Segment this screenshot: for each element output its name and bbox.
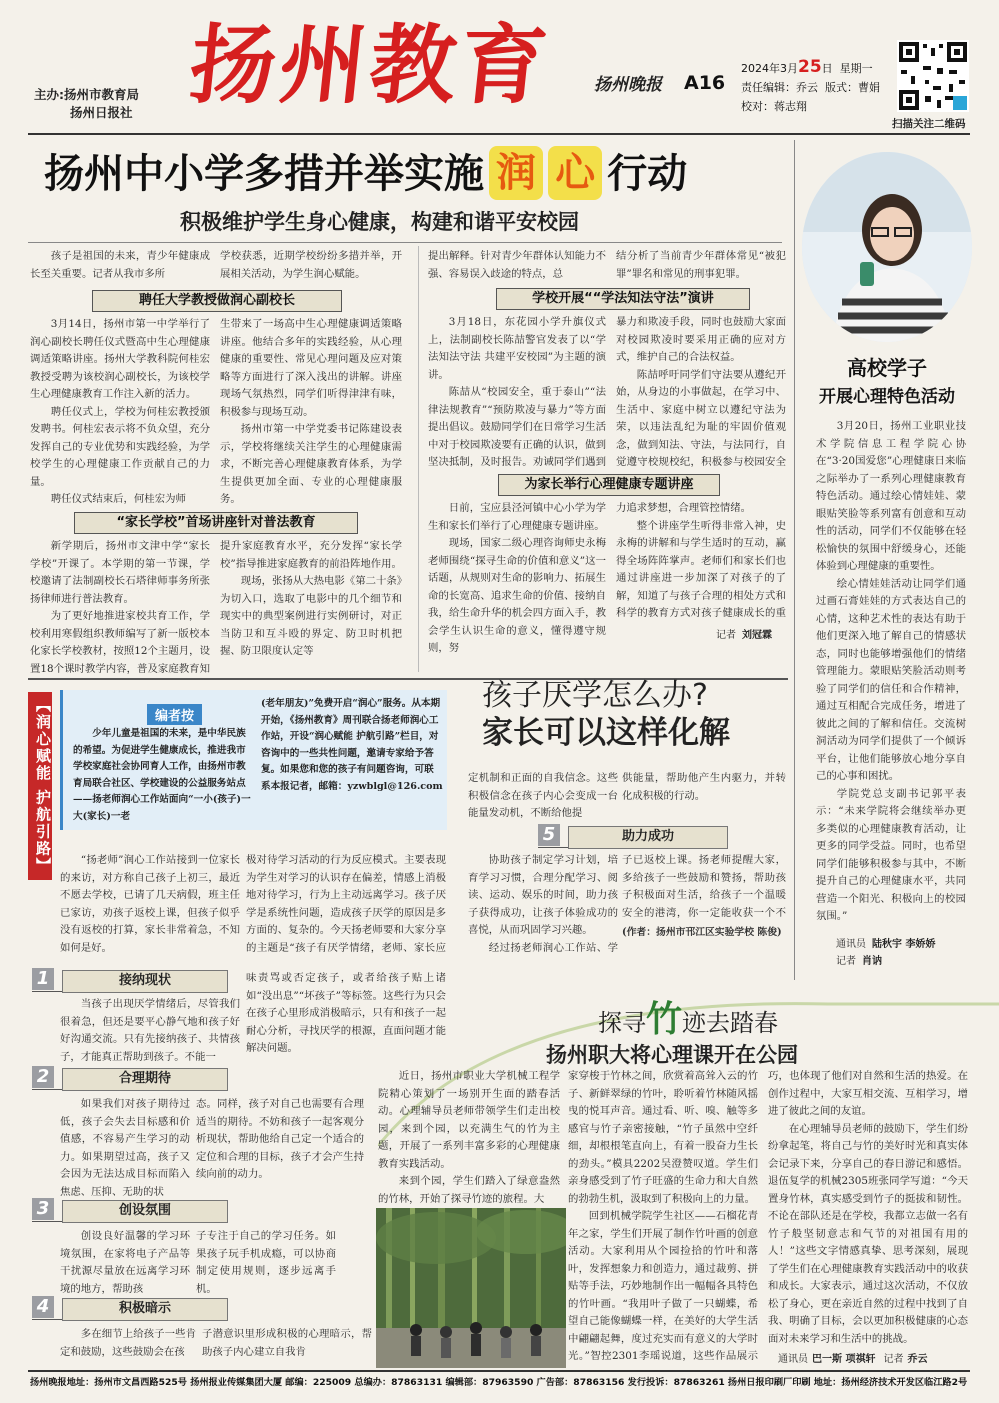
sec3-col-2 <box>616 314 786 472</box>
byline-label: 记者 <box>716 630 736 641</box>
step-3-col-1 <box>60 1228 190 1296</box>
editor: 责任编辑：乔云 <box>741 81 818 94</box>
sidebar-title-1: 高校学子 <box>847 356 927 380</box>
masthead-title: 扬州教育 <box>184 15 556 116</box>
feature-title-2: 家长可以这样化解 <box>482 715 730 751</box>
sidebar-title-2: 开展心理特色活动 <box>819 387 955 407</box>
bamboo-col-2 <box>568 1068 758 1366</box>
paragraph: 为了更好地推进家校共育工作，学校利用寒假组织教师编写了新一版校本化家长学校教材，按照12个主题月，设置18个课时教学内容，普及家庭教育知 <box>30 610 210 674</box>
paragraph: 整个讲座学生听得非常入神，史永梅的讲解和与学生适时的互动，赢得全场阵阵掌声。老师们和家长们也通过讲座进一步加深了对孩子的了解，知道了与孩子合理的相处方式和科学的教育方式对孩子健康成长的重 <box>616 519 786 619</box>
step-5-col-1 <box>468 852 618 958</box>
feature-title-1: 孩子厌学怎么办? <box>482 678 708 713</box>
paragraph: 现场，张扬从大热电影《第二十条》为切入口，选取了电影中的几个细节和现实中的典型案例进行实例研讨，对正当防卫和互斗殴的界定、防卫时机把握、防卫限度认定等 <box>220 575 402 657</box>
paragraph: 新学期后，扬州市文津中学“家长学校”开课了。本学期的第一节课，学校邀请了法制副校长石塔律师事务所张扬律师进行普法教育。 <box>30 540 210 605</box>
step-4-col-2: 子潜意识里形成积极的心理暗示，帮助孩子内心建立自我肯 <box>202 1328 372 1358</box>
section-heading: 为家长举行心理健康专题讲座 <box>498 474 720 496</box>
paragraph: 来到个园，学生们踏入了绿意盎然的竹林，开始了探寻竹迹的旅程。大 <box>378 1175 560 1204</box>
paper-logo: 扬州晚报 <box>594 75 662 95</box>
step-number: 4 <box>32 1296 54 1318</box>
sponsor-block <box>34 86 139 122</box>
sec4-byline <box>716 626 772 641</box>
paragraph: 提升家庭教育水平，充分发挥“家长学校”指导推进家庭教育的前沿阵地作用。 <box>220 540 402 570</box>
step-title: 助力成功 <box>568 826 728 849</box>
step-title: 合理期待 <box>62 1068 228 1091</box>
step-title: 接纳现状 <box>62 970 228 993</box>
bamboo-credits <box>778 1350 927 1365</box>
footer-rule <box>28 1370 970 1372</box>
credit-names: 肖讷 <box>862 956 882 967</box>
headline-boxed-2: 心 <box>548 146 602 200</box>
paragraph: 聘任仪式结束后，何桂宏为师 <box>50 493 186 505</box>
sec4-col-1 <box>428 500 606 658</box>
qr-caption: 扫描关注二维码 <box>892 118 966 130</box>
bamboo-park-photo <box>376 1208 566 1368</box>
feature-intro-col-1 <box>60 852 240 958</box>
step-number: 5 <box>538 824 560 846</box>
proofreader: 校对：蒋志翔 <box>741 100 807 113</box>
bamboo-title-1a: 探寻 <box>598 1009 646 1037</box>
bamboo-title-2: 扬州职大将心理课开在公园 <box>546 1043 798 1067</box>
sponsor-1: 扬州市教育局 <box>64 87 140 102</box>
masthead-divider <box>28 133 970 135</box>
sidebar-divider <box>794 140 795 980</box>
lead-col-3: 提出解释。针对青少年群体认知能力不强、容易误入歧途的特点，总 <box>428 250 606 280</box>
paragraph: 3月18日，东花园小学升旗仪式上，法制副校长陈喆警官发表了以“学法知法守法 共建平安校园”为主题的演讲。 <box>428 316 606 381</box>
rule <box>28 242 782 243</box>
feature-intro-col-2: 极对待学习活动的行为反应模式。主要表现为学生对学习的认识存在偏差，情感上消极地对待学习，行为上主动远离学习。孩子厌学是系统性问题，造成孩子厌学的原因是多方面的、复杂的。今天扬老师要和大家分享的主题是“孩子有厌学情绪，老师、家长应 <box>246 854 446 954</box>
step-4-col-1 <box>60 1326 196 1362</box>
sec3-col-1 <box>428 314 606 472</box>
credit-names: 乔云 <box>907 1354 928 1365</box>
sec4-col-2 <box>616 500 786 622</box>
paragraph: 3月20日，扬州工业职业技术学院信息工程学院心协在“3·20国爱您”心理健康日来临之际举办了一系列心理健康教育特色活动。通过绘心情娃娃、蒙眼贴笑脸等系列富有创意和互动性的活动，同学们不仅能够在轻松愉快的氛围中舒缓身心，还能体验到心理健康的重要性。 <box>816 420 966 572</box>
step-number: 1 <box>32 968 54 990</box>
lead-col-4: 结分析了当前青少年群体常见“被犯罪”罪名和常见的刑事犯罪。 <box>616 250 786 280</box>
issue-info <box>741 58 880 116</box>
paragraph: 现场，国家二级心理咨询师史永梅老师围绕“探寻生命的价值和意义”这一话题，从规则对生命的影响力、拓展生命的长宽高、追求生命的价值、接纳自我，给生命升华的机会四方面入手，教会学生认识生命的意义，懂得遵守规则，努 <box>428 537 606 654</box>
lead-col-2: 学校获悉，近期学校纷纷多措并举，开展相关活动，为学生润心赋能。 <box>220 250 402 280</box>
col-divider <box>418 246 419 672</box>
step-3-col-2: 子专注于自己的学习任务。如果孩子玩手机成瘾，可以协商制定使用规则，逐步远离手机。 <box>196 1230 336 1295</box>
paragraph: 扬州市第一中学党委书记陈建设表示，学校将继续关注学生的心理健康需求，不断完善心理健康教育体系，为学生提供更加全面、专业的心理健康服务。 <box>220 423 402 505</box>
paragraph: 创设良好温馨的学习环境氛围，在家将电子产品等干扰源尽量放在远离学习环境的地方，帮助孩 <box>60 1230 190 1295</box>
paragraph: 家穿梭于竹林之间，欣赏着高耸入云的竹子、新鲜翠绿的竹叶，聆听着竹林随风摇曳的悦耳声音。通过看、听、嗅、触等多感官与竹子亲密接触，“竹子虽然中空纤细，却根根笔直向上，有着一股奋力生长的劲头。”模具2202吴澄赞叹道。学生们亲身感受到了竹子旺盛的生命力和大自然的勃勃生机，汲取到了积极向上的力量。 <box>568 1070 758 1205</box>
feature-mid-col-1: 定机制和正面的自我信念。这些积极信念在孩子内心会变成一台能量发动机，不断给他提 <box>468 772 618 819</box>
paragraph: 聘任仪式上，学校为何桂宏教授颁发聘书。何桂宏表示将不负众望，充分发挥自己的专业优势和实践经验，为学校学生的心理健康工作贡献自己的力量。 <box>30 405 210 488</box>
masthead <box>0 0 999 130</box>
weekday: 星期一 <box>839 62 873 75</box>
editor-note-box <box>60 690 447 830</box>
step-number: 3 <box>32 1198 54 1220</box>
credit-label: 通讯员 <box>778 1354 808 1365</box>
credit-label: 记者 <box>836 956 856 967</box>
credit-label: 记者 <box>883 1354 904 1365</box>
step-4-bar <box>32 1298 228 1320</box>
sec2-col-1 <box>30 538 210 674</box>
step-2-bar <box>32 1068 228 1090</box>
paragraph: 在心理辅导员老师的鼓励下，学生们纷纷拿起笔，将自己与竹的美好时光和真实体会记录下来，分享自己的春日游记和感悟。退伍复学的机械2305班张同学写道：“今天置身竹林，真实感受到竹子的挺拔和韧性。不论在部队还是在学校，我都立志做一名有竹子般坚韧意志和气节的对祖国有用的人！”这些文字情感真挚、思考深刻，展现了学生们在心理健康教育实践活动中的收获和成长。大家表示，通过这次活动，不仅放松了身心，更在亲近自然的过程中找到了自我、明确了目标，会以更加积极健康的心态面对未来学习和生活中的挑战。 <box>768 1122 968 1345</box>
section-heading: 学校开展““学法知法守法”演讲 <box>496 288 750 310</box>
bamboo-col-3 <box>768 1068 968 1346</box>
step-1-bar <box>32 970 228 992</box>
credit-label: 通讯员 <box>836 939 866 950</box>
sec2-col-2 <box>220 538 402 674</box>
paragraph <box>60 957 240 958</box>
section-heading: 聘任大学教授做润心副校长 <box>92 290 342 312</box>
paragraph: 力追求梦想，合理管控情绪。 <box>616 502 752 514</box>
paragraph: 暴力和欺凌手段，同时也鼓励大家面对校园欺凌时要采用正确的应对方式，维护自己的合法权益。 <box>616 316 786 363</box>
feature-mid-col-2: 供能量，帮助他产生内驱力，并转化成积极的行动。 <box>622 772 786 802</box>
student-portrait-photo <box>802 152 972 342</box>
paragraph: 陈喆呼吁同学们守法要从遵纪开始，从身边的小事做起，在学习中、生活中、家庭中树立以遵纪守法为荣，以违法乱纪为耻的牢固价值观念，做到知法、守法，与法同行，自觉遵守校规校纪，积极参与校园安全 <box>616 368 786 468</box>
bamboo-col-1 <box>378 1068 560 1204</box>
paragraph: 当孩子出现厌学情绪后，尽管我们很着急，但还是要平心静气地和孩子好好沟通交流。只有先接纳孩子、共情孩子，才能真正帮助到孩子。不能一 <box>60 998 240 1063</box>
credit-names: 陆秋宇 李娇娇 <box>872 939 936 950</box>
step-1-col-1 <box>60 996 240 1064</box>
step-5-col-2: 子已返校上课。扬老师提醒大家，多给孩子一些鼓励和赞扬，帮助孩子积极面对生活，给孩子一个温暖安全的港湾，你一定能收获一个不 <box>622 854 786 919</box>
paragraph: 生带来了一场高中生心理健康调适策略讲座。他结合多年的实践经验，从心理健康的重要性、常见心理问题及应对策略等方面进行了深入浅出的讲解。讲座现场气氛热烈，同学们听得津津有味，积极参与现场互动。 <box>220 318 402 418</box>
editor-note-title: 编者按 <box>147 704 202 725</box>
paragraph: 如果我们对孩子期待过低，孩子会失去目标感和价值感，不容易产生学习的动力。如果期望过高，孩子又会因为无法达成目标而陷入焦虑、压抑、无助的状 <box>60 1098 190 1198</box>
page-number: A16 <box>684 72 726 94</box>
footer-text: 扬州晚报地址：扬州市文昌西路525号 扬州报业传媒集团大厦 邮编：225009 总编办：87863131 编辑部：87963590 广告部：87863156 发行投诉：87863261 扬州日报印刷厂印刷 地址：扬州经济技术开发区临江路2号 <box>30 1377 968 1388</box>
date: 2024年3月 <box>741 62 798 75</box>
lead-col-1: 孩子是祖国的未来，青少年健康成长至关重要。记者从我市多所 <box>30 250 210 280</box>
step-2-col-1 <box>60 1096 190 1200</box>
paragraph: 近日，扬州市职业大学机械工程学院精心策划了一场别开生面的踏春活动。心理辅导员老师带领学生们走出校园，来到个园，以充满生气的竹为主题，开展了一系列丰富多彩的心理健康教育实践活动。 <box>378 1070 560 1170</box>
feature-vertical-label <box>28 692 52 880</box>
qr-code-icon <box>897 40 969 112</box>
sec1-col-2 <box>220 316 402 508</box>
headline-part1: 扬州中小学多措并举实施 <box>44 151 484 197</box>
step-title: 创设氛围 <box>62 1200 228 1223</box>
step-5-bar <box>538 826 728 848</box>
sidebar-body <box>816 418 966 928</box>
headline-subtitle: 积极维护学生身心健康，构建和谐平安校园 <box>180 210 579 234</box>
bamboo-title-1c: 迹去踏春 <box>682 1009 779 1037</box>
paragraph: “扬老师”润心工作站接到一位家长的来访，对方称自己孩子上初三，最近不愿去学校，已请了几天病假，班主任已家访，劝孩子返校上课，但孩子似乎没有返校的打算，家长非常着急，不知如何是好。 <box>60 854 240 954</box>
credit-names: 巴一斯 项祺轩 <box>812 1354 876 1365</box>
step-1-col-2: 味责骂或否定孩子，或者给孩子贴上诸如“没出息”“坏孩子”等标签。这些行为只会在孩子心里形成消极暗示，只有和孩子一起耐心分析，寻找厌学的根源，直面问题才能解决问题。 <box>246 972 446 1054</box>
paragraph: 回到机械学院学生社区——石榴花青年之家，学生们开展了制作竹叶画的创意活动。大家利用从个园捡拾的竹叶和落叶，发挥想象力和创造力，通过裁剪、拼贴等手法，巧妙地制作出一幅幅各具特色的竹叶画。“我用叶子做了一只蝴蝶，希望自己能像蝴蝶一样，在美好的大学生活中翩翩起舞，度过充实而有意义的大学时光。”智控2301李瑶说道，这些作品展示 <box>568 1210 758 1362</box>
paragraph: 经过扬老师润心工作站、学 <box>488 941 618 954</box>
bamboo-title-bamboo-char: 竹 <box>646 999 683 1040</box>
step-2-col-2: 态。同样，孩子对自己也需要有合理适当的期待。不妨和孩子一起客观分析现状，帮助他给自己定一个适合的定位和合理的目标，孩子才会产生持续向前的动力。 <box>196 1098 364 1180</box>
paragraph: 协助孩子制定学习计划，培育学习习惯，合理分配学习、阅读、运动、娱乐的时间，助力孩子获得成功，让孩子体验成功的喜悦，从而巩固学习兴趣。 <box>468 854 618 936</box>
date-day: 25 <box>798 57 822 77</box>
step-5-credit: (作者：扬州市邗江区实验学校 陈俊) <box>622 927 782 938</box>
step-3-bar <box>32 1200 228 1222</box>
feature-vertical-text: 【润心赋能 护航引路】 <box>34 697 52 875</box>
paragraph: 绘心情娃娃活动让同学们通过画石膏娃娃的方式表达自己的心情，这种艺术性的表达有助于他们更深入地了解自己的情感状态，同时也能够增强他们的情绪管理能力。蒙眼贴笑脸活动则考验了同学们的信任和合作精神，通过互相配合完成任务，增进了彼此之间的了解和信任。交流树洞活动为同学们提供了一个倾诉平台，让他们能够放心地分享自己的心事和困扰。 <box>816 577 966 782</box>
headline <box>44 144 687 204</box>
sponsor-label: 主办: <box>34 87 64 102</box>
paragraph: 多在细节上给孩子一些肯定和鼓励，这些鼓励会在孩 <box>60 1328 196 1358</box>
headline-part2: 行动 <box>607 151 688 197</box>
sidebar-credits <box>836 936 935 970</box>
paragraph: 学院党总支副书记郭平表示：“未来学院将会继续举办更多类似的心理健康教育活动，让更多的同学受益。同时，也希望同学们能够积极参与其中，不断提升自己的心理健康水平，共同营造一个阳光、积极向上的校园氛围。” <box>816 787 966 922</box>
date-suffix: 日 <box>821 62 833 75</box>
paragraph: 日前，宝应县泾河镇中心小学为学生和家长们举行了心理健康专题讲座。 <box>428 502 606 532</box>
paragraph: 巧，也体现了他们对自然和生活的热爱。在创作过程中，大家互相交流、互相学习，增进了彼此之间的友谊。 <box>768 1070 968 1117</box>
sec1-col-1 <box>30 316 210 508</box>
sponsor-2: 扬州日报社 <box>70 105 133 120</box>
section-heading: “家长学校”首场讲座针对普法教育 <box>74 512 358 534</box>
bamboo-title-1 <box>598 1000 778 1043</box>
editor-note-right: (老年朋友)”免费开启“润心”服务。从本期开始，《扬州教育》周刊联合扬老师润心工作站，开设“润心赋能 护航引路”栏目，对咨询中的一些共性问题，邀请专家给予答复。如果您和您的孩子有问题咨询，可联系本报记者，邮箱：yzwblgl@126.com <box>261 698 443 792</box>
paragraph: 3月14日，扬州市第一中学举行了润心副校长聘任仪式暨高中生心理健康调适策略讲座。扬州大学教科院何桂宏教授受聘为该校润心副校长，为该校学生心理健康教育工作注入新的活力。 <box>30 318 210 400</box>
headline-boxed-1: 润 <box>489 146 543 200</box>
byline-name: 刘冠霖 <box>742 630 772 641</box>
paragraph: 陈喆从“校园安全，重于泰山”“法律法规教育”“预防欺凌与暴力”等方面提出倡议。鼓励同学们在日常学习生活中对于校园欺凌要有正确的认识，做到坚决抵制，及时报告。劝诫同学们遇到 <box>428 386 606 468</box>
step-number: 2 <box>32 1066 54 1088</box>
step-title: 积极暗示 <box>62 1298 228 1321</box>
editor-note-left: 少年儿童是祖国的未来，是中华民族的希望。为促进学生健康成长，推进我市学校家庭社会协同育人工作，由扬州市教育局联合社区、学校建设的公益服务站点——扬老师润心工作站面向“一小(孩子)一大(家长)一老 <box>73 728 251 822</box>
layout-editor: 版式：曹娟 <box>825 81 880 94</box>
